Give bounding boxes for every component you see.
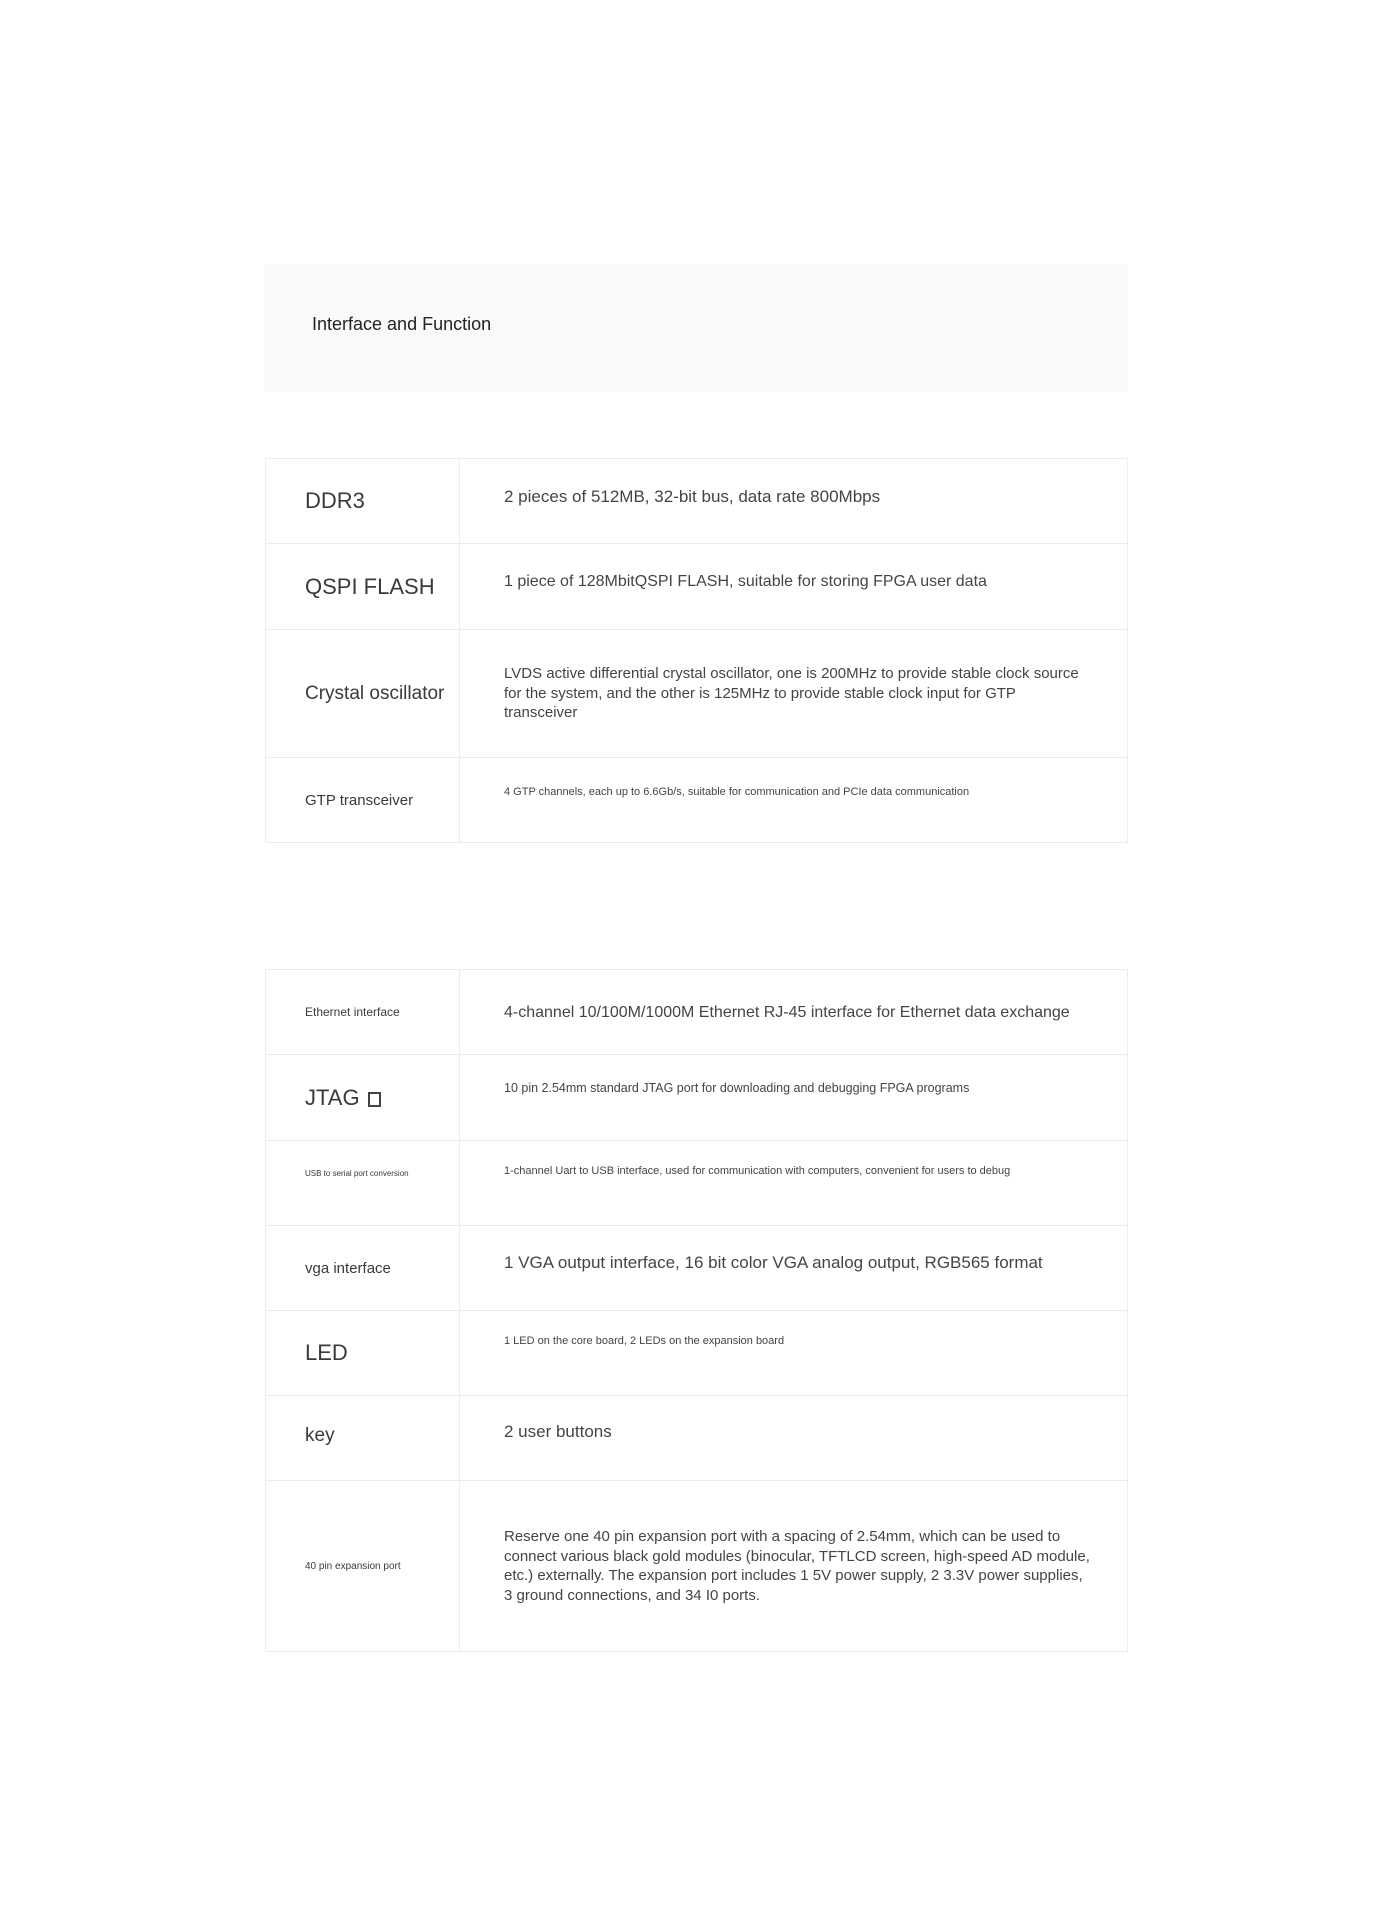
row-label: vga interface: [266, 1226, 460, 1311]
row-value: 1 piece of 128MbitQSPI FLASH, suitable for storing FPGA user data: [460, 544, 1128, 630]
table-row: [266, 544, 1128, 630]
row-value: LVDS active differential crystal oscillator, one is 200MHz to provide stable clock source for the system, and the other is 125MHz to provide stable clock input for GTP transceiver: [460, 630, 1128, 758]
jtag-label: JTAG: [305, 1084, 360, 1110]
row-value: 2 pieces of 512MB, 32-bit bus, data rate 800Mbps: [460, 459, 1128, 544]
table-row: [266, 630, 1128, 758]
row-value: 2 user buttons: [460, 1396, 1128, 1481]
row-label: LED: [266, 1311, 460, 1396]
row-value: 1 LED on the core board, 2 LEDs on the expansion board: [460, 1311, 1128, 1396]
row-label: Ethernet interface: [266, 970, 460, 1055]
spec-table-1: [265, 458, 1128, 843]
row-value: 1-channel Uart to USB interface, used for communication with computers, convenient for users to debug: [460, 1141, 1128, 1226]
row-value: 4-channel 10/100M/1000M Ethernet RJ-45 interface for Ethernet data exchange: [460, 970, 1128, 1055]
row-label: [266, 1055, 460, 1141]
table-row: [266, 1481, 1128, 1652]
table-row: [266, 1396, 1128, 1481]
table-row: [266, 1226, 1128, 1311]
table-row: [266, 1055, 1128, 1141]
table-row: [266, 1311, 1128, 1396]
table-row: [266, 1141, 1128, 1226]
row-label: GTP transceiver: [266, 758, 460, 843]
row-label: QSPI FLASH: [266, 544, 460, 630]
row-value: Reserve one 40 pin expansion port with a spacing of 2.54mm, which can be used to connect various black gold modules (binocular, TFTLCD screen, high-speed AD module, etc.) externally. The expansion port includes 1 5V power supply, 2 3.3V power supplies, 3 ground connections, and 34 I0 ports.: [460, 1481, 1128, 1652]
row-label: DDR3: [266, 459, 460, 544]
square-icon: [368, 1092, 381, 1107]
table-row: [266, 758, 1128, 843]
table-row: [266, 970, 1128, 1055]
spec-table-2: [265, 969, 1128, 1652]
row-label: USB to serial port conversion: [266, 1141, 460, 1226]
section-title: Interface and Function: [312, 314, 492, 334]
row-value: 4 GTP channels, each up to 6.6Gb/s, suitable for communication and PCIe data communication: [460, 758, 1128, 843]
row-label: key: [266, 1396, 460, 1481]
row-value: 1 VGA output interface, 16 bit color VGA analog output, RGB565 format: [460, 1226, 1128, 1311]
table-row: [266, 459, 1128, 544]
section-header: [264, 264, 1128, 392]
row-value: 10 pin 2.54mm standard JTAG port for downloading and debugging FPGA programs: [460, 1055, 1128, 1141]
row-label: 40 pin expansion port: [266, 1481, 460, 1652]
row-label: Crystal oscillator: [266, 630, 460, 758]
